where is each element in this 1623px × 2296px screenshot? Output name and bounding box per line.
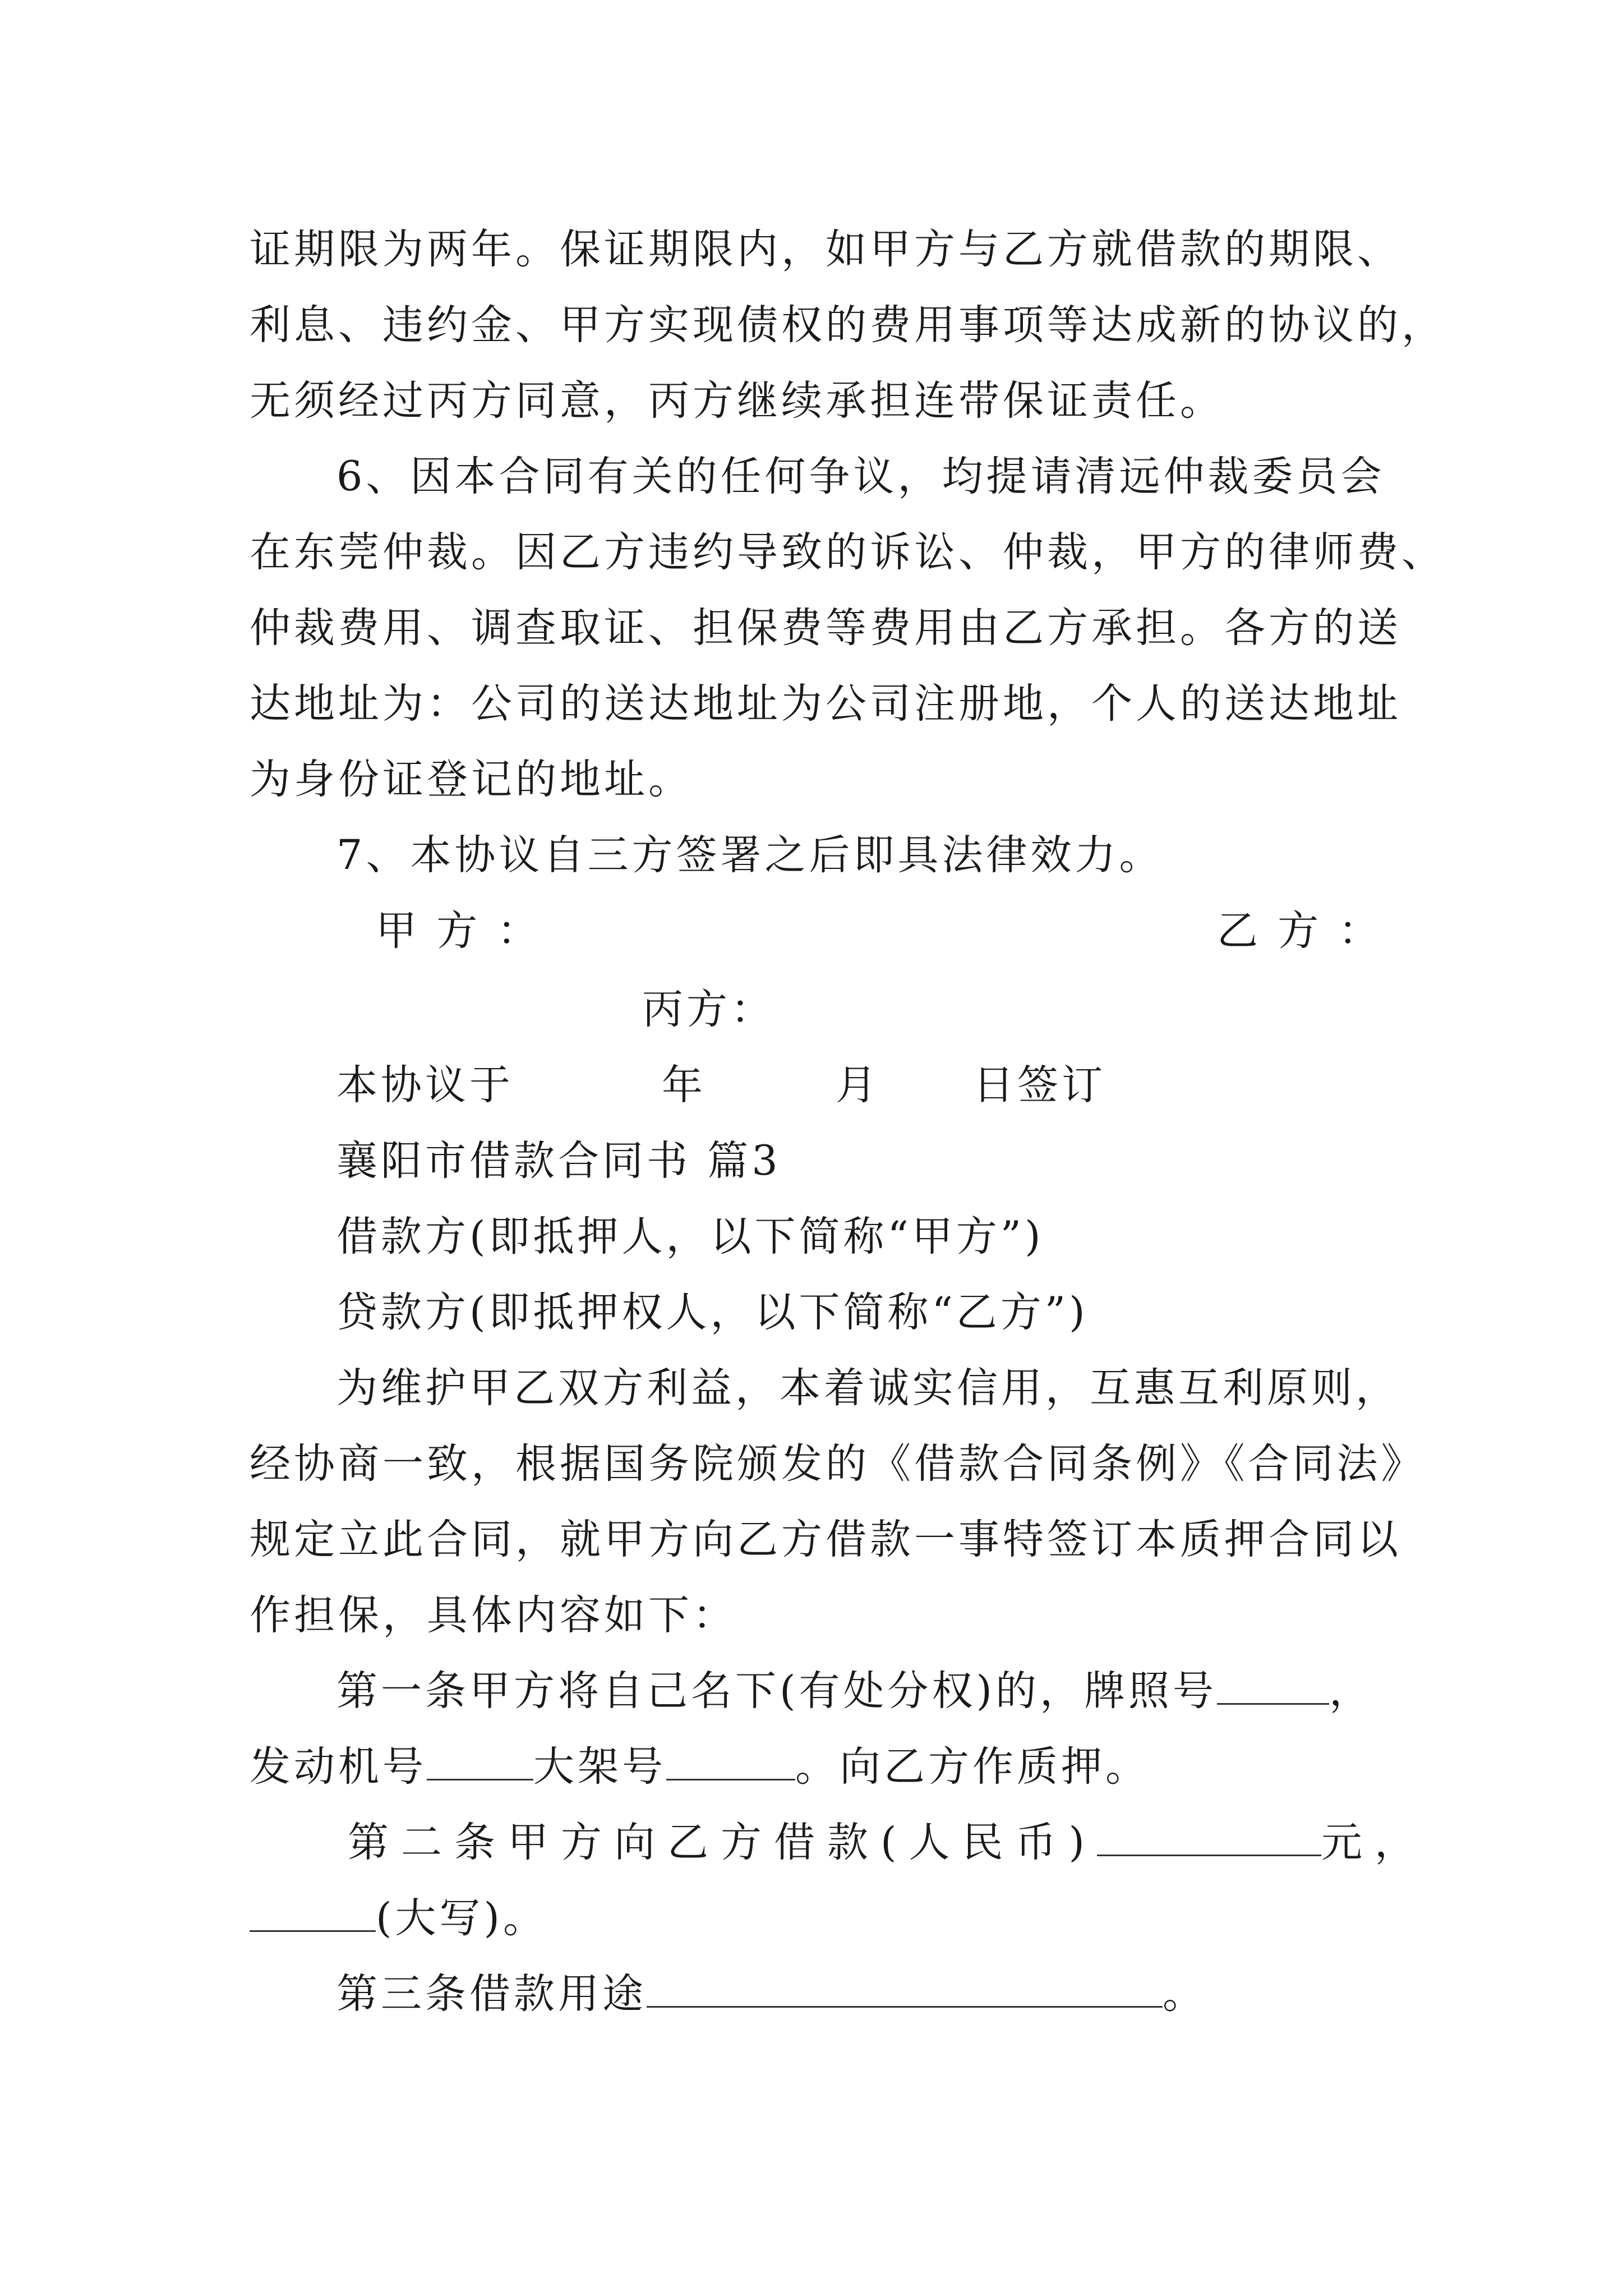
text-line: 为身份证登记的地址。 (250, 756, 693, 803)
section-title: 襄阳市借款合同书 篇3 (336, 1137, 781, 1185)
text-line: 仲裁费用、调查取证、担保费等费用由乙方承担。各方的送 (250, 604, 1401, 652)
text-line: 无须经过丙方同意，丙方继续承担连带保证责任。 (250, 377, 1224, 425)
article2-text: 第二条甲方向乙方借款(人民币) (348, 1819, 1097, 1866)
article1-line2 (250, 1739, 1150, 1795)
article2-line (348, 1815, 1428, 1871)
article3-line (336, 1966, 1207, 2022)
loan-purpose-blank[interactable] (647, 1971, 1163, 2008)
article3-end: 。 (1163, 1970, 1207, 2018)
text-line: 经协商一致，根据国务院颁发的《借款合同条例》《合同法》 (250, 1440, 1426, 1488)
borrower-line: 借款方(即抵押人，以下简称“甲方”) (336, 1213, 1044, 1260)
text-line: 证期限为两年。保证期限内，如甲方与乙方就借款的期限、 (250, 226, 1401, 273)
text-line: 作担保，具体内容如下： (250, 1591, 737, 1639)
article1-text: 第一条甲方将自己名下(有处分权)的，牌照号 (336, 1667, 1217, 1715)
signature-party-c: 丙方： (642, 986, 775, 1033)
date-day: 日签订 (973, 1061, 1106, 1109)
amount-words-blank[interactable] (250, 1895, 376, 1932)
article1-comma: ， (1329, 1667, 1373, 1715)
license-plate-blank[interactable] (1217, 1668, 1329, 1705)
article1-end: 。向乙方作质押。 (795, 1743, 1150, 1791)
article2-unit: 元， (1321, 1819, 1428, 1866)
text-line: 6、因本合同有关的任何争议，均提请清远仲裁委员会 (336, 453, 1385, 500)
lender-line: 贷款方(即抵押权人，以下简称“乙方”) (336, 1289, 1089, 1336)
frame-number-blank[interactable] (666, 1744, 795, 1780)
article3-text: 第三条借款用途 (336, 1970, 647, 2018)
engine-label: 发动机号 (250, 1743, 427, 1791)
article2-words: (大写)。 (376, 1894, 547, 1942)
text-line: 为维护甲乙双方利益，本着诚实信用，互惠互利原则， (336, 1364, 1400, 1412)
frame-label: 大架号 (533, 1743, 666, 1791)
loan-amount-blank[interactable] (1097, 1820, 1321, 1856)
text-line: 利息、违约金、甲方实现债权的费用事项等达成新的协议的， (250, 301, 1446, 349)
text-line: 达地址为：公司的送达地址为公司注册地，个人的送达地址 (250, 680, 1401, 728)
article1-line (336, 1663, 1373, 1719)
signature-party-b: 乙 方 ： (1217, 907, 1383, 955)
signature-party-a: 甲 方 ： (376, 907, 542, 955)
text-line: 规定立此合同，就甲方向乙方借款一事特签订本质押合同以 (250, 1516, 1401, 1563)
engine-number-blank[interactable] (427, 1744, 533, 1780)
date-prefix: 本协议于 (336, 1061, 514, 1109)
text-line: 7、本协议自三方签署之后即具法律效力。 (336, 831, 1164, 879)
text-line: 在东莞仲裁。因乙方违约导致的诉讼、仲裁，甲方的律师费、 (250, 528, 1446, 576)
article2-line2 (250, 1890, 547, 1947)
date-month: 月 (836, 1061, 880, 1109)
date-year: 年 (662, 1061, 706, 1109)
